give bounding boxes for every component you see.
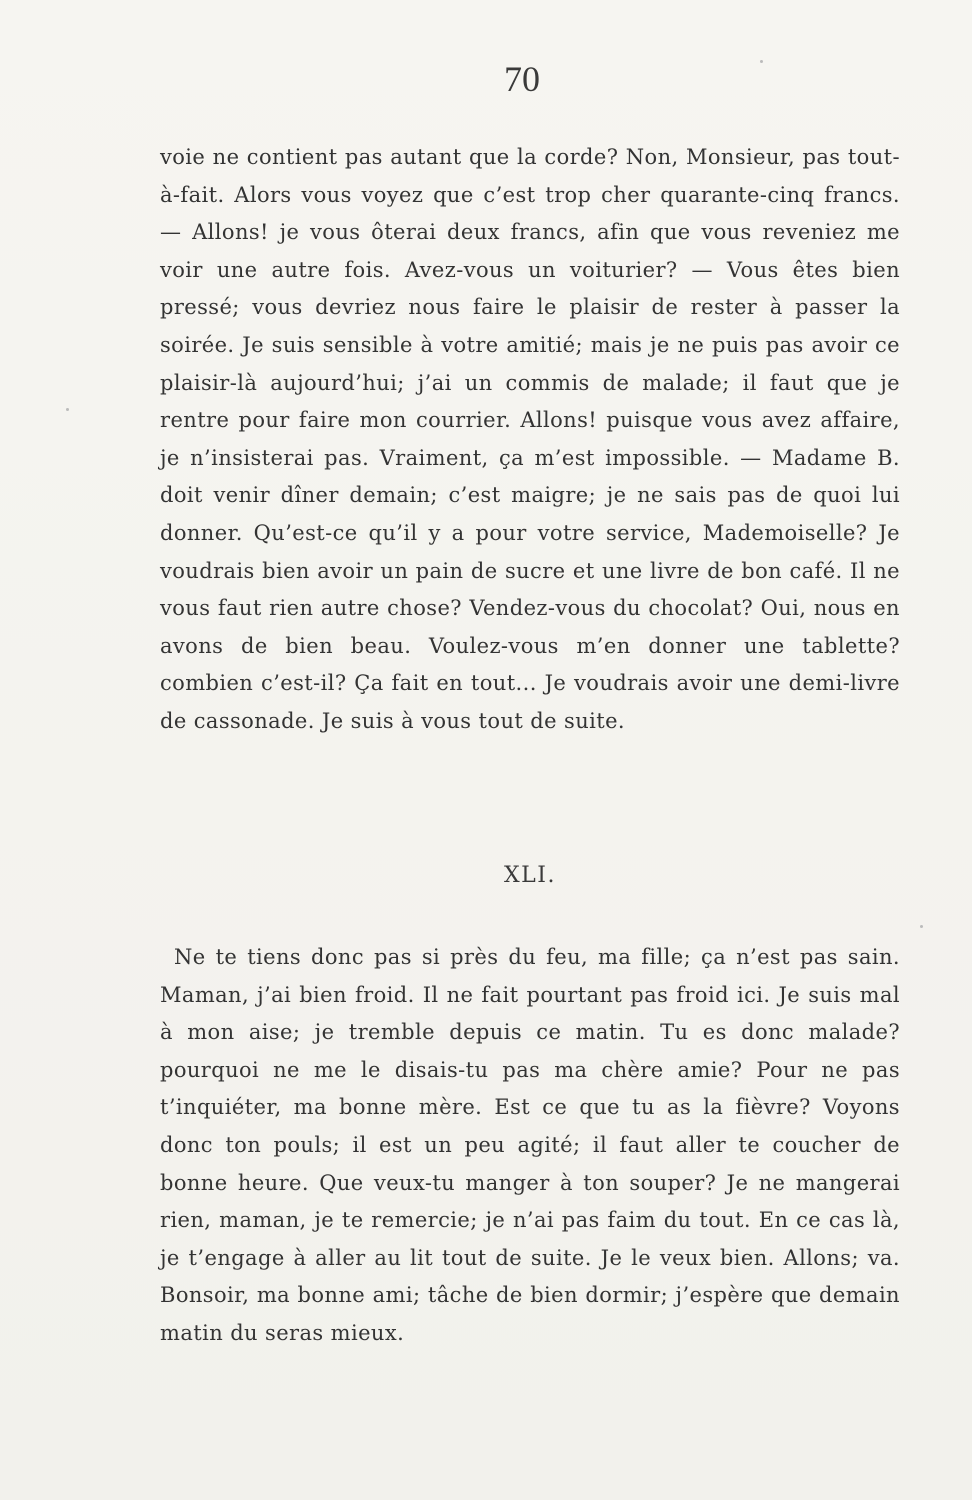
section-heading: XLI.	[504, 863, 556, 888]
paper-speck	[760, 60, 763, 63]
paper-speck	[66, 408, 69, 411]
paragraph-dialogue-shop	[160, 139, 900, 741]
paragraph-2-text: Ne te tiens donc pas si près du feu, ma fille; ça n’est pas sain. Maman, j’ai bien froid. Il ne fait pourtant pas froid ici. Je suis mal à mon aise; je tremble depuis ce matin. Tu es donc malade? pourquoi ne me le disais-tu pas ma chère amie? Pour ne pas t’inquiéter, ma bonne mère. Est ce que tu as la fièvre? Voyons donc ton pouls; il est un peu agité; il faut aller te coucher de bonne heure. Que veux-tu manger à ton souper? Je ne mangerai rien, maman, je te remercie; je n’ai pas faim du tout. En ce cas là, je t’engage à aller au lit tout de suite. Je le veux bien. Allons; va. Bonsoir, ma bonne ami; tâche de bien dormir; j’espère que demain matin du seras mieux.	[160, 945, 900, 1345]
paragraph-dialogue-mother-daughter	[160, 939, 900, 1353]
page-number: 70	[504, 59, 540, 99]
paragraph-1-text: voie ne contient pas autant que la corde? Non, Monsieur, pas tout-à-fait. Alors vous voyez que c’est trop cher quarante-cinq francs. — Allons! je vous ôterai deux francs, afin que vous reveniez me voir une autre fois. Avez-vous un voiturier? — Vous êtes bien pressé; vous devriez nous faire le plaisir de rester à passer la soirée. Je suis sensible à votre amitié; mais je ne puis pas avoir ce plaisir-là aujourd’hui; j’ai un commis de malade; il faut que je rentre pour faire mon courrier. Allons! puisque vous avez affaire, je n’insisterai pas. Vraiment, ça m’est impossible. — Madame B. doit venir dîner demain; c’est maigre; je ne sais pas de quoi lui donner. Qu’est-ce qu’il y a pour votre service, Mademoiselle? Je voudrais bien avoir un pain de sucre et une livre de bon café. Il ne vous faut rien autre chose? Vendez-vous du chocolat? Oui, nous en avons de bien beau. Voulez-vous m’en donner une tablette? combien c’est-il? Ça fait en tout... Je voudrais avoir une demi-livre de cassonade. Je suis à vous tout de suite.	[160, 145, 900, 733]
paper-speck	[920, 925, 923, 928]
